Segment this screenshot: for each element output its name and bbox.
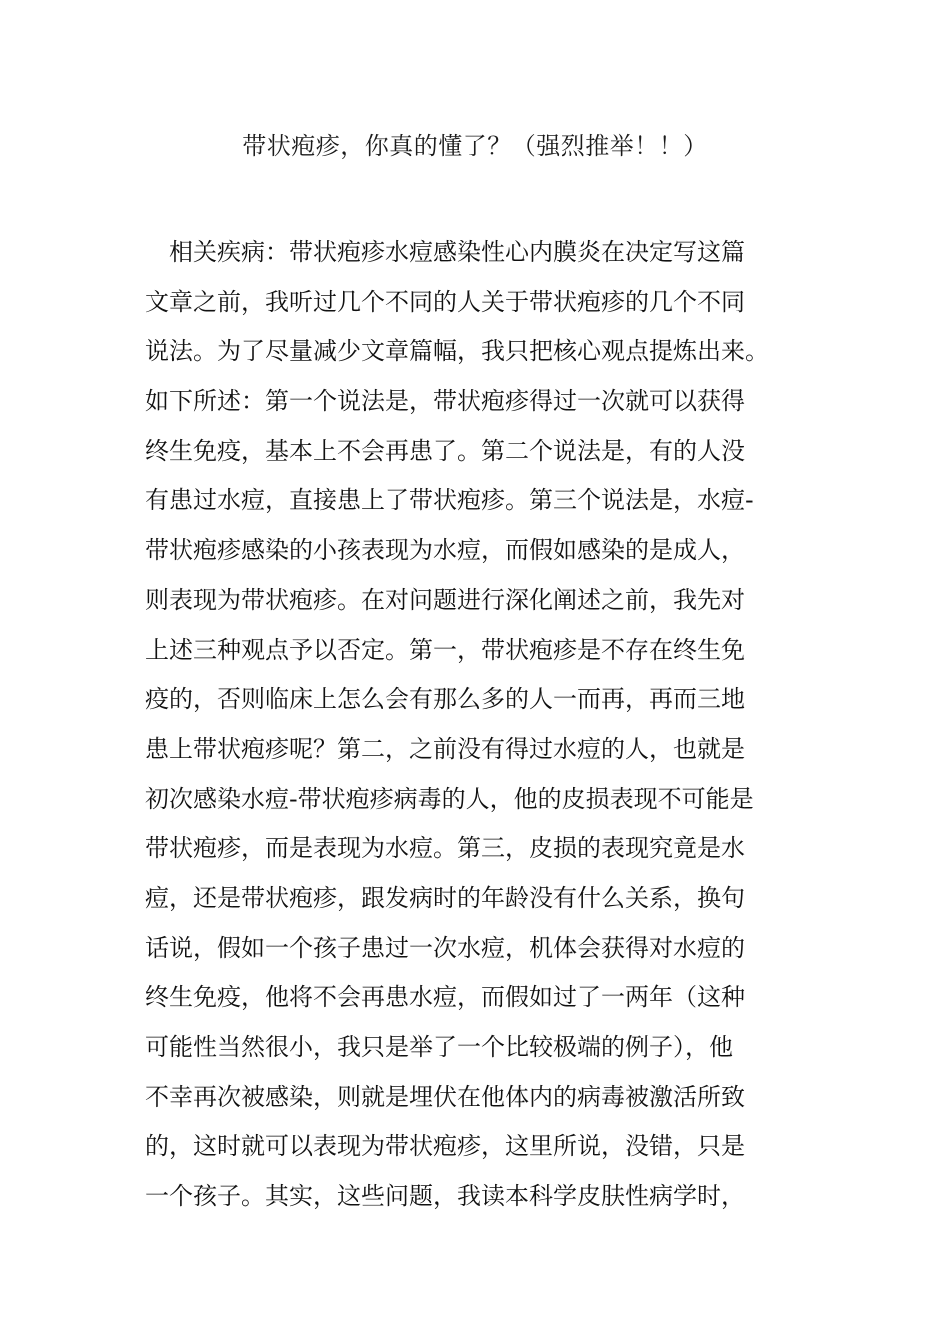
body-line: 带状疱疹感染的小孩表现为水痘，而假如感染的是成人， — [145, 536, 745, 565]
body-line: 痘，还是带状疱疹，跟发病时的年龄没有什么关系，换句 — [145, 883, 745, 912]
body-line: 相关疾病：带状疱疹水痘感染性心内膜炎在决定写这篇 — [145, 238, 745, 266]
body-line: 如下所述：第一个说法是，带状疱疹得过一次就可以获得 — [145, 387, 745, 416]
body-line: 的，这时就可以表现为带状疱疹，这里所说，没错，只是 — [145, 1132, 745, 1161]
body-line: 终生免疫，他将不会再患水痘，而假如过了一两年（这种 — [145, 983, 745, 1012]
document-title: 带状疱疹，你真的懂了？（强烈推举！！） — [242, 132, 708, 160]
body-line: 文章之前，我听过几个不同的人关于带状疱疹的几个不同 — [145, 287, 745, 316]
body-line: 说法。为了尽量减少文章篇幅，我只把核心观点提炼出来。 — [145, 337, 769, 366]
body-line: 则表现为带状疱疹。在对问题进行深化阐述之前，我先对 — [145, 585, 745, 614]
document-body — [145, 228, 805, 1222]
body-line: 一个孩子。其实，这些问题，我读本科学皮肤性病学时， — [145, 1182, 745, 1211]
body-line: 上述三种观点予以否定。第一，带状疱疹是不存在终生免 — [145, 635, 745, 664]
body-line: 患上带状疱疹呢？第二，之前没有得过水痘的人，也就是 — [145, 734, 745, 763]
body-line: 疫的，否则临床上怎么会有那么多的人一而再，再而三地 — [145, 685, 745, 714]
body-line: 带状疱疹，而是表现为水痘。第三，皮损的表现究竟是水 — [145, 834, 745, 863]
body-line: 话说，假如一个孩子患过一次水痘，机体会获得对水痘的 — [145, 933, 745, 962]
body-line: 可能性当然很小，我只是举了一个比较极端的例子），他 — [145, 1033, 733, 1061]
body-line: 有患过水痘，直接患上了带状疱疹。第三个说法是，水痘- — [145, 486, 754, 515]
body-line: 不幸再次被感染，则就是埋伏在他体内的病毒被激活所致 — [145, 1082, 745, 1111]
body-line: 初次感染水痘-带状疱疹病毒的人，他的皮损表现不可能是 — [145, 784, 754, 813]
body-line: 终生免疫，基本上不会再患了。第二个说法是，有的人没 — [145, 436, 745, 465]
